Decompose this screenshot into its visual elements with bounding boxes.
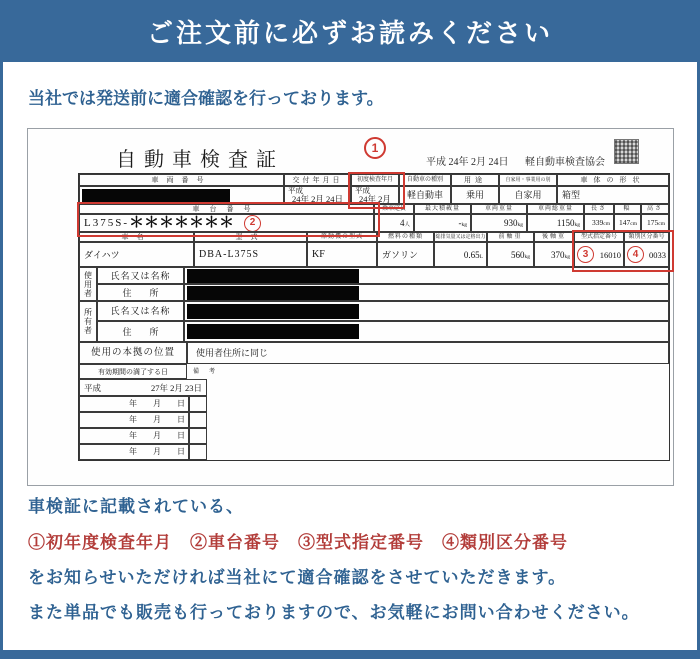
- gross-unit: kg: [574, 222, 580, 228]
- length-unit: cm: [603, 221, 610, 227]
- cell-payload: [414, 214, 471, 232]
- cell-vehicle-kind: 軽自動車: [399, 186, 451, 204]
- rear-axle-value: 370: [551, 250, 565, 260]
- certificate-authority: 軽自動車検査協会: [525, 157, 605, 168]
- front-axle-value: 560: [511, 250, 525, 260]
- cell-private: 自家用: [499, 186, 557, 204]
- width-unit: cm: [630, 221, 637, 227]
- cell-issue-date: [284, 186, 351, 204]
- width-value: 147: [619, 218, 631, 227]
- redacted-bar: [187, 324, 359, 339]
- cell-user-name: [184, 267, 669, 284]
- redacted-bar: [187, 269, 359, 283]
- header-front-axle: 前軸重: [487, 232, 534, 242]
- cell-fuel-type: ガソリン: [377, 242, 434, 267]
- cell-capacity: [374, 214, 414, 232]
- header-model: 型式: [194, 232, 307, 242]
- footer-line-1: 車検証に記載されている、: [28, 497, 244, 516]
- rear-axle-unit: kg: [564, 254, 570, 260]
- header-make: 車名: [79, 232, 194, 242]
- displacement-unit: L: [479, 254, 483, 260]
- cell-user-label: [79, 267, 97, 301]
- cell-engine-model: KF: [307, 242, 377, 267]
- header-issue-date: 交付年月日: [284, 174, 351, 186]
- capacity-unit: 人: [404, 222, 410, 228]
- height-value: 175: [647, 218, 659, 227]
- header-type-number: 型式指定番号: [574, 232, 624, 242]
- vehicle-inspection-certificate: [27, 128, 674, 486]
- cell-expiry-date: [79, 379, 207, 396]
- expiry-date-value: 27年 2月 23日: [150, 382, 202, 393]
- payload-unit: kg: [461, 222, 467, 228]
- cell-first-check: [351, 186, 399, 204]
- cell-empty-stamp-1: [189, 396, 207, 412]
- weight-unit: kg: [517, 222, 523, 228]
- header-class-number: 類別区分番号: [624, 232, 669, 242]
- cell-owner-addr-label: 住 所: [97, 321, 184, 342]
- cell-owner-addr: [184, 321, 669, 342]
- annotation-circle-2: 2: [244, 215, 261, 232]
- certificate-table: [78, 173, 670, 461]
- owner-label: 所有者: [83, 308, 93, 335]
- cell-model: DBA-L375S: [194, 242, 307, 267]
- header-banner: [0, 0, 700, 62]
- header-type-designation-number: 後軸重: [534, 232, 574, 242]
- cell-owner-label: [79, 301, 97, 342]
- header-length: 長さ: [584, 204, 614, 214]
- height-unit: cm: [658, 221, 665, 227]
- cell-weight: [471, 214, 527, 232]
- annotation-circle-1: 1: [364, 137, 386, 159]
- header-payload: 最大積載量: [414, 204, 471, 214]
- cell-chassis-number: [79, 214, 374, 232]
- cell-empty-stamp-2: [189, 412, 207, 428]
- cell-user-name-label: 氏名又は名称: [97, 267, 184, 284]
- cell-rear-axle: [534, 242, 574, 267]
- cell-user-addr: [184, 284, 669, 301]
- cell-width: [614, 214, 641, 232]
- redacted-bar: [187, 304, 359, 319]
- first-check-value: 24年 2月: [359, 194, 391, 204]
- content-area: [0, 62, 700, 659]
- redacted-bar: [187, 286, 359, 300]
- cell-height: [641, 214, 669, 232]
- cell-user-addr-label: 住 所: [97, 284, 184, 301]
- cell-displacement: [434, 242, 487, 267]
- certificate-issue-date-top: 平成 24年 2月 24日: [426, 157, 509, 168]
- header-gross-weight: 車両総重量: [527, 204, 584, 214]
- header-displacement: 総排気量又は定格出力: [434, 232, 487, 242]
- class-number-value: 0033: [649, 249, 666, 260]
- annotation-circle-3: 3: [577, 246, 594, 263]
- cell-empty-date-3: 年 月 日: [79, 428, 189, 444]
- displacement-value: 0.65: [463, 250, 480, 260]
- gross-value: 1150: [556, 218, 575, 228]
- header-use: 用途: [451, 174, 499, 186]
- length-value: 339: [592, 218, 604, 227]
- front-axle-unit: kg: [524, 254, 530, 260]
- user-label: 使用者: [83, 270, 93, 298]
- intro-text: 当社では発送前に適合確認を行っております。: [28, 89, 384, 108]
- annotation-circle-4: 4: [627, 246, 644, 263]
- chassis-masked: ＊＊＊＊＊＊＊: [129, 215, 235, 231]
- payload-value: -: [458, 218, 462, 228]
- header-chassis-number: 車台番号: [79, 204, 374, 214]
- cell-class-number: [624, 242, 669, 267]
- issue-date-value: 24年 2月 24日: [291, 194, 343, 204]
- cell-body-shape: 箱型: [557, 186, 669, 204]
- cell-empty-stamp-3: [189, 428, 207, 444]
- chassis-prefix: L375S-: [84, 217, 129, 229]
- footer-line-2-required-items: ①初年度検査年月 ②車台番号 ③型式指定番号 ④類別区分番号: [28, 533, 568, 552]
- cell-make: ダイハツ: [79, 242, 194, 267]
- cell-use: 乗用: [451, 186, 499, 204]
- cell-base-location-value: 使用者住所に同じ: [187, 342, 669, 364]
- cell-empty-date-2: 年 月 日: [79, 412, 189, 428]
- cell-empty-date-1: 年 月 日: [79, 396, 189, 412]
- capacity-value: 4: [399, 218, 405, 228]
- cell-owner-name: [184, 301, 669, 321]
- cell-vehicle-number: [79, 186, 284, 204]
- footer-line-4: また単品でも販売も行っておりますので、お気軽にお問い合わせください。: [28, 603, 640, 622]
- header-fuel-type: 燃料の種類: [377, 232, 434, 242]
- header-vehicle-number: 車両番号: [79, 174, 284, 186]
- cell-gross-weight: [527, 214, 584, 232]
- footer-line-3: をお知らせいただければ当社にて適合確認をさせていただきます。: [28, 568, 567, 587]
- issue-era: 平成: [288, 186, 303, 195]
- certificate-title: 自動車検査証: [116, 149, 284, 171]
- cell-type-number: [574, 242, 624, 267]
- header-weight: 車両重量: [471, 204, 527, 214]
- first-check-era: 平成: [355, 186, 370, 195]
- cell-empty-date-4: 年 月 日: [79, 444, 189, 460]
- header-height: 高さ: [641, 204, 669, 214]
- cell-front-axle: [487, 242, 534, 267]
- header-body-shape: 車体の形状: [557, 174, 669, 186]
- header-first-check: 初度検査年月: [351, 174, 399, 186]
- official-seal-icon: [614, 139, 639, 164]
- weight-value: 930: [504, 218, 518, 228]
- cell-length: [584, 214, 614, 232]
- cell-empty-stamp-4: [189, 444, 207, 460]
- header-capacity: 乗車定員: [374, 204, 414, 214]
- type-number-value: 16010: [599, 249, 621, 260]
- redacted-bar: [82, 189, 230, 203]
- cell-owner-name-label: 氏名又は名称: [97, 301, 184, 321]
- cell-expiry-label: 有効期間の満了する日: [79, 364, 187, 379]
- expiry-era: 平成: [84, 382, 102, 393]
- cell-base-location-label: 使用の本拠の位置: [79, 342, 187, 364]
- header-vehicle-kind: 自動車の種別: [399, 174, 451, 186]
- header-width: 幅: [614, 204, 641, 214]
- remarks-label: 備 考: [193, 369, 218, 375]
- banner-title: ご注文前に必ずお読みください: [146, 17, 553, 48]
- header-private-business: 自家用・事業用の別: [499, 174, 557, 186]
- header-engine-model: 原動機の型式: [307, 232, 377, 242]
